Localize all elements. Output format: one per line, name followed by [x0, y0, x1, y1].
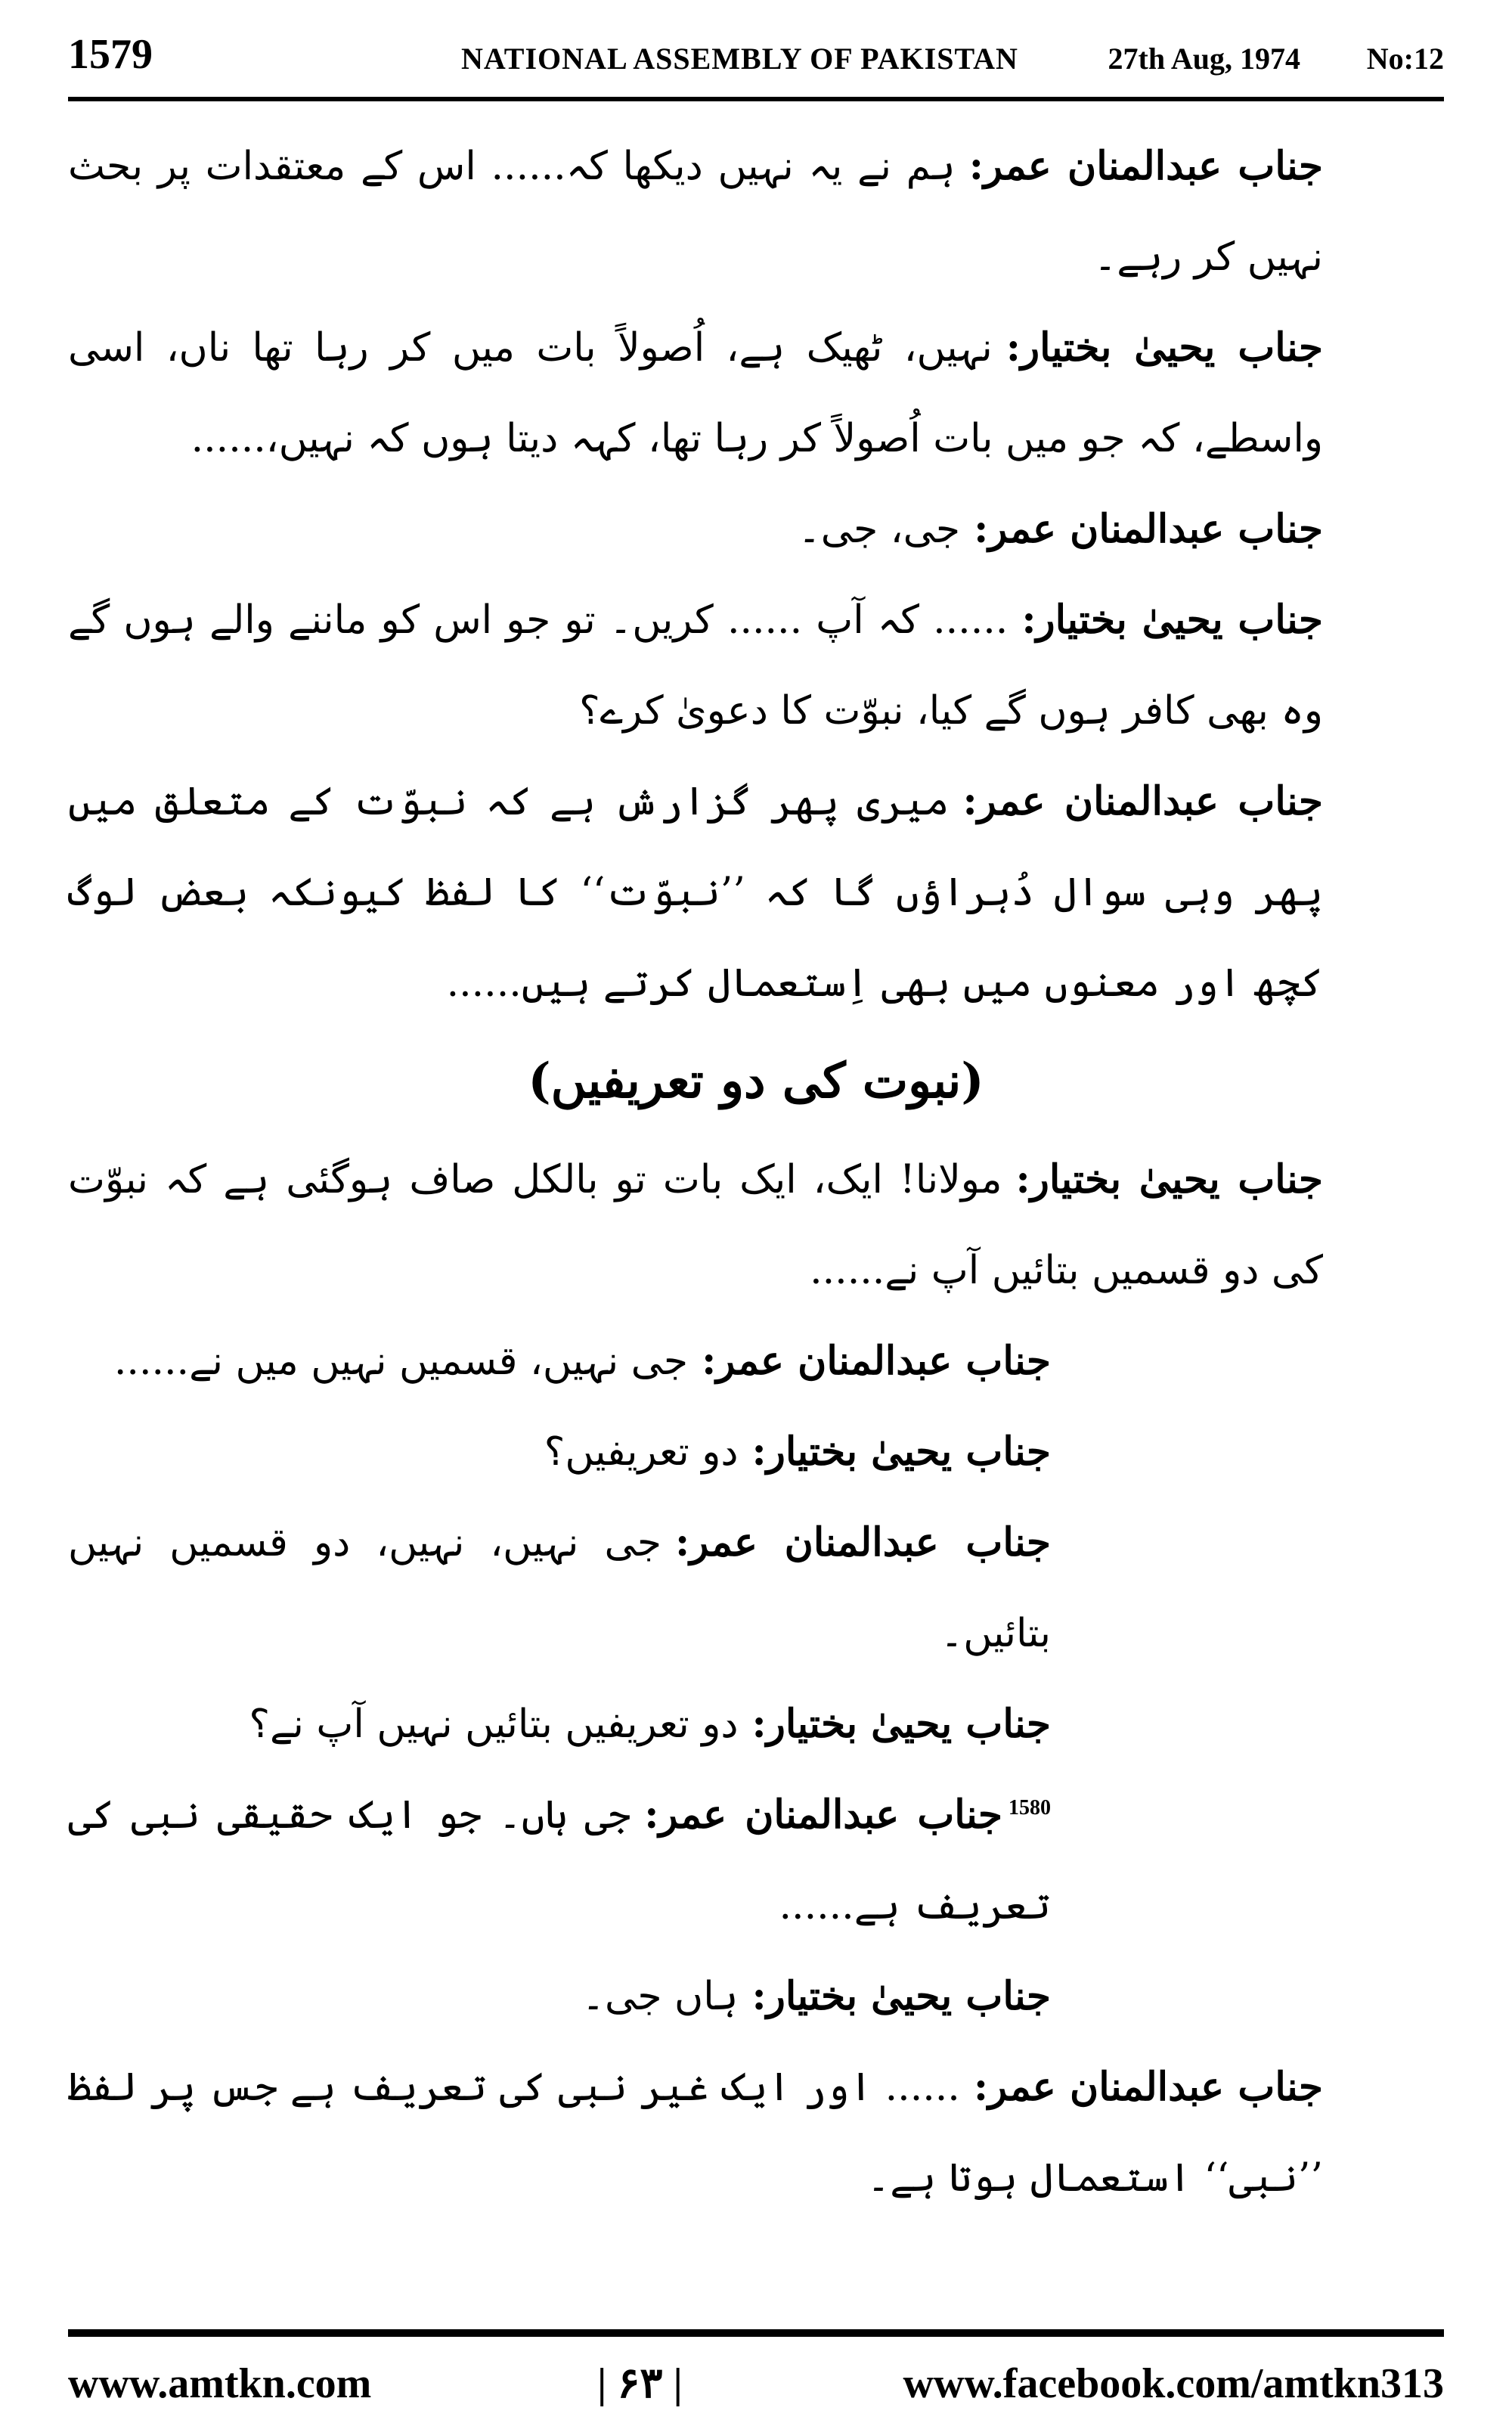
speaker-label: جناب یحییٰ بختیار : — [752, 1429, 1052, 1475]
dialogue-line — [68, 1497, 1444, 1679]
dialogue-text: جی، جی۔ — [798, 507, 961, 552]
dialogue-text: ...... اور ایک غیر نبی کی تعریف ہے جس پر لفظ ’’نبی‘‘ استعمال ہوتا ہے۔ — [68, 2065, 1323, 2201]
page-header — [68, 30, 1444, 83]
speaker-label: جناب عبدالمنان عمر : — [974, 2064, 1323, 2110]
speaker-label: جناب یحییٰ بختیار : — [752, 1701, 1052, 1747]
dialogue-text: میری پھر گزارش ہے کہ نبوّت کے متعلق میں پھر وہی سوال دُہراؤں گا کہ ’’نبوّت‘‘ کا لفظ کیونکہ بعض لوگ کچھ اور معنوں میں بھی اِستعمال کرتے ہیں...... — [68, 779, 1323, 1006]
inline-page-number: 1580 — [1008, 1795, 1051, 1820]
dialogue-text: جی نہیں، قسمیں نہیں میں نے...... — [113, 1339, 689, 1384]
dialogue-text: ...... کہ آپ ...... کریں۔ تو جو اس کو ماننے والے ہوں گے وہ بھی کافر ہوں گے کیا، نبوّت کا دعویٰ کرے؟ — [68, 597, 1323, 734]
footer-page-number: | ۶۳ | — [597, 2360, 683, 2407]
dialogue-line — [68, 1679, 1444, 1770]
page-footer — [68, 2360, 1444, 2412]
website-link[interactable]: www.amtkn.com — [68, 2360, 372, 2407]
dialogue-text: دو تعریفیں بتائیں نہیں آپ نے؟ — [249, 1702, 739, 1747]
speaker-label: جناب یحییٰ بختیار : — [752, 1973, 1052, 2019]
dialogue-line — [68, 1134, 1444, 1316]
session-number: No:12 — [1366, 42, 1444, 76]
dialogue-line — [68, 1407, 1444, 1497]
section-heading: (نبوت کی دو تعریفیں) — [528, 1053, 984, 1109]
speaker-label: جناب یحییٰ بختیار : — [1016, 1156, 1323, 1202]
dialogue-text: ہم نے یہ نہیں دیکھا کہ...... اس کے معتقدات پر بحث نہیں کر رہے۔ — [68, 144, 1323, 280]
speaker-label: جناب عبدالمنان عمر : — [974, 506, 1323, 552]
dialogue-text: نہیں، ٹھیک ہے، اُصولاً بات میں کر رہا تھا ناں، اسی واسطے، کہ جو میں بات اُصولاً کر رہا تھا، کہہ دیتا ہوں کہ نہیں،...... — [68, 325, 1323, 461]
footer-rule — [68, 2329, 1444, 2337]
dialogue-line — [68, 484, 1444, 575]
speaker-label: جناب عبدالمنان عمر : — [963, 778, 1323, 824]
speaker-label: جناب عبدالمنان عمر : — [969, 143, 1323, 189]
facebook-link[interactable]: www.facebook.com/amtkn313 — [903, 2360, 1444, 2407]
speaker-label: جناب عبدالمنان عمر : — [675, 1519, 1051, 1565]
page-number: 1579 — [68, 31, 153, 78]
dialogue-line — [68, 2042, 1444, 2208]
speaker-label: جناب عبدالمنان عمر : — [702, 1338, 1051, 1384]
transcript-body — [68, 121, 1444, 2208]
dialogue-text: جی ہاں۔ جو ایک حقیقی نبی کی تعریف ہے...... — [68, 1792, 1051, 1928]
dialogue-text: مولانا! ایک، ایک بات تو بالکل صاف ہوگئی ہے کہ نبوّت کی دو قسمیں بتائیں آپ نے...... — [68, 1157, 1323, 1293]
dialogue-line — [68, 1770, 1444, 1951]
speaker-label: جناب عبدالمنان عمر : — [644, 1792, 1002, 1838]
dialogue-line — [68, 302, 1444, 484]
dialogue-line — [68, 121, 1444, 302]
dialogue-text: ہاں جی۔ — [581, 1974, 739, 2019]
dialogue-line — [68, 1951, 1444, 2042]
dialogue-line — [68, 575, 1444, 756]
dialogue-text: دو تعریفیں؟ — [544, 1429, 739, 1475]
header-rule — [68, 97, 1444, 101]
dialogue-text: جی نہیں، نہیں، دو قسمیں نہیں بتائیں۔ — [68, 1520, 1051, 1656]
speaker-label: جناب یحییٰ بختیار : — [1021, 597, 1323, 643]
dialogue-line — [68, 1316, 1444, 1407]
dialogue-line — [68, 756, 1444, 1028]
document-title: NATIONAL ASSEMBLY OF PAKISTAN — [461, 42, 1018, 76]
speaker-label: جناب یحییٰ بختیار : — [1006, 324, 1323, 371]
session-date: 27th Aug, 1974 — [1108, 42, 1300, 76]
